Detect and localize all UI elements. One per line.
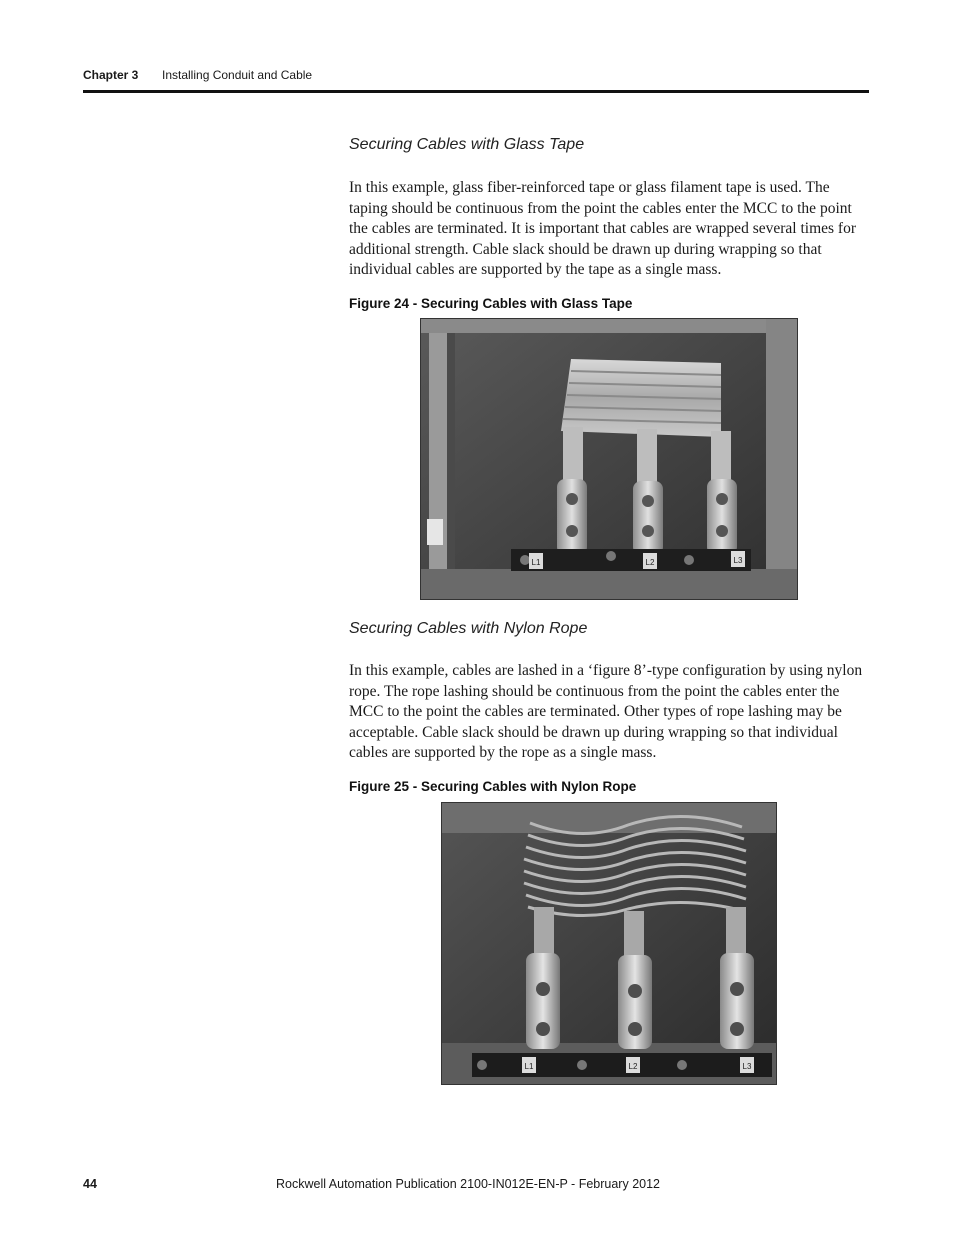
figure-24-label-l3: L3	[733, 556, 743, 565]
chapter-title: Installing Conduit and Cable	[162, 68, 313, 82]
paragraph-glass-tape: In this example, glass fiber-reinforced tape or glass filament tape is used. The taping should be continuous from the point the cables enter the MCC to the point the cables are terminated. It is important that cables are wrapped several times for additional strength. Cable slack should be drawn up during wrapping so that individual cables are supported by the tape as a single mass.	[349, 179, 856, 279]
page-number: 44	[83, 1177, 97, 1191]
publication-info: Rockwell Automation Publication 2100-IN012E-EN-P - February 2012	[276, 1177, 660, 1191]
chapter-number: Chapter 3	[83, 68, 139, 82]
figure-24-label-l2: L2	[645, 558, 655, 567]
running-header	[83, 66, 869, 93]
paragraph-nylon-rope: In this example, cables are lashed in a ‘figure 8’-type configuration by using nylon rope. The rope lashing should be continuous from the point the cables enter the MCC to the point the cables are terminated. Other types of rope lashing may be acceptable. Cable slack should be drawn up during wrapping so that individual cables are supported by the rope as a single mass.	[349, 662, 863, 762]
figure-25-label-l3: L3	[742, 1062, 752, 1071]
figure-25-label-l2: L2	[628, 1062, 638, 1071]
figure-24-caption: Figure 24 - Securing Cables with Glass Tape	[349, 296, 633, 311]
section-heading-nylon-rope: Securing Cables with Nylon Rope	[349, 620, 588, 637]
figure-25-photo	[441, 802, 777, 1085]
figure-25-caption: Figure 25 - Securing Cables with Nylon Rope	[349, 779, 637, 794]
figure-24-photo	[420, 318, 798, 600]
section-heading-glass-tape: Securing Cables with Glass Tape	[349, 136, 585, 153]
figure-24-label-l1: L1	[531, 558, 541, 567]
page-footer	[83, 1176, 869, 1194]
figure-25-label-l1: L1	[524, 1062, 534, 1071]
